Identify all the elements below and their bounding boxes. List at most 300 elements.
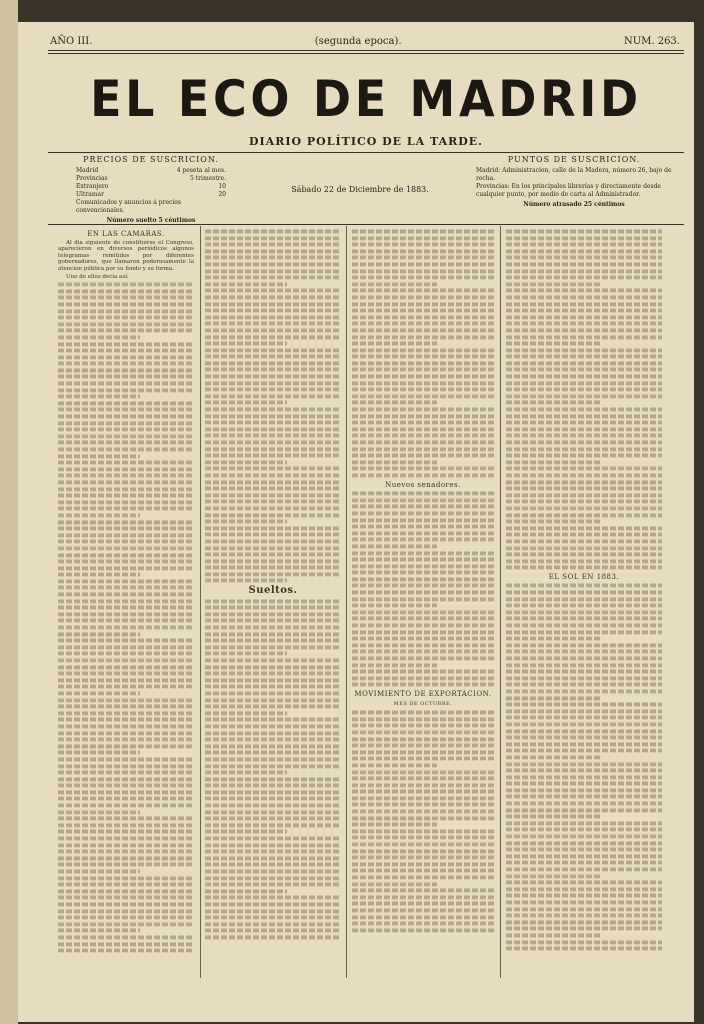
text-line bbox=[506, 716, 662, 720]
text-line bbox=[58, 441, 194, 445]
text-line bbox=[506, 874, 600, 878]
masthead-subtitle: DIARIO POLÍTICO DE LA TARDE. bbox=[248, 135, 483, 148]
text-line bbox=[205, 658, 341, 662]
text-line bbox=[58, 342, 194, 346]
text-line bbox=[352, 505, 494, 509]
text-line bbox=[205, 632, 341, 636]
text-line bbox=[205, 579, 287, 583]
text-line bbox=[506, 342, 600, 346]
text-line bbox=[205, 493, 341, 497]
text-line bbox=[352, 335, 494, 339]
text-line bbox=[352, 236, 494, 240]
text-line bbox=[58, 408, 194, 412]
text-line bbox=[506, 526, 662, 530]
text-line bbox=[352, 577, 494, 581]
text-line bbox=[205, 282, 287, 286]
text-line bbox=[352, 630, 494, 634]
text-line bbox=[205, 764, 341, 768]
text-line bbox=[205, 454, 341, 458]
text-line bbox=[506, 650, 662, 654]
text-line bbox=[352, 394, 494, 398]
text-line bbox=[205, 790, 341, 794]
text-line bbox=[352, 889, 494, 893]
text-line bbox=[58, 731, 194, 735]
text-line bbox=[58, 415, 194, 419]
text-line bbox=[58, 678, 194, 682]
text-line bbox=[58, 823, 194, 827]
text-line bbox=[205, 381, 341, 385]
text-line bbox=[58, 724, 194, 728]
text-line bbox=[58, 606, 194, 610]
text-line bbox=[205, 863, 341, 867]
text-line bbox=[352, 783, 494, 787]
text-line bbox=[58, 593, 194, 597]
text-line bbox=[506, 513, 662, 517]
text-line bbox=[352, 355, 494, 359]
text-line bbox=[352, 498, 494, 502]
issue-number: NUM. 263. bbox=[623, 35, 680, 47]
text-line bbox=[506, 775, 662, 779]
text-line bbox=[506, 867, 662, 871]
section-heading-sueltos: Sueltos. bbox=[248, 585, 298, 597]
text-line bbox=[352, 922, 494, 926]
text-line bbox=[58, 507, 194, 511]
text-line bbox=[506, 656, 662, 660]
text-line bbox=[58, 777, 194, 781]
text-line bbox=[205, 355, 341, 359]
text-line bbox=[58, 322, 194, 326]
text-line bbox=[352, 591, 494, 595]
text-line bbox=[352, 810, 494, 814]
text-line bbox=[506, 229, 662, 233]
text-line bbox=[205, 817, 341, 821]
text-line bbox=[205, 506, 341, 510]
issue-date: Sábado 22 de Diciembre de 1883. bbox=[291, 185, 429, 194]
points-madrid: Madrid: Administracion, calle de la Madera, número 26, bajo de recha. bbox=[476, 167, 672, 182]
text-line bbox=[506, 920, 662, 924]
text-line bbox=[352, 269, 494, 273]
text-line bbox=[205, 691, 341, 695]
text-line bbox=[58, 316, 194, 320]
text-line bbox=[506, 361, 662, 365]
text-line bbox=[352, 744, 494, 748]
text-line bbox=[205, 315, 341, 319]
text-line bbox=[205, 804, 341, 808]
text-line bbox=[506, 755, 600, 759]
text-line bbox=[58, 645, 194, 649]
text-line bbox=[352, 538, 494, 542]
text-line bbox=[58, 586, 194, 590]
text-line bbox=[352, 829, 494, 833]
text-line bbox=[506, 414, 662, 418]
year-label: AÑO III. bbox=[50, 35, 93, 47]
text-line bbox=[506, 709, 662, 713]
text-line bbox=[58, 434, 194, 438]
price-row: Provincias 5 trimestre. bbox=[76, 175, 226, 182]
text-line bbox=[506, 473, 662, 477]
text-line bbox=[205, 922, 341, 926]
text-line bbox=[205, 546, 341, 550]
text-line bbox=[205, 612, 341, 616]
text-line bbox=[205, 500, 341, 504]
text-line bbox=[58, 764, 194, 768]
text-line bbox=[205, 566, 341, 570]
text-line bbox=[506, 854, 662, 858]
text-line bbox=[506, 676, 662, 680]
text-line bbox=[58, 296, 194, 300]
text-line bbox=[205, 698, 341, 702]
text-line bbox=[352, 816, 494, 820]
text-line bbox=[506, 762, 662, 766]
text-line bbox=[205, 553, 341, 557]
text-line bbox=[58, 922, 194, 926]
text-line bbox=[352, 492, 494, 496]
text-line bbox=[205, 645, 341, 649]
text-line bbox=[352, 656, 494, 660]
text-line bbox=[205, 711, 287, 715]
text-line bbox=[506, 907, 662, 911]
text-line bbox=[205, 619, 341, 623]
text-line bbox=[205, 539, 341, 543]
text-line bbox=[205, 421, 341, 425]
text-line bbox=[352, 401, 437, 405]
text-line bbox=[352, 862, 494, 866]
column-2 bbox=[205, 228, 341, 976]
text-line bbox=[205, 902, 341, 906]
text-line bbox=[58, 467, 194, 471]
text-line bbox=[352, 757, 494, 761]
text-line bbox=[352, 289, 494, 293]
text-line bbox=[352, 315, 494, 319]
text-line bbox=[352, 361, 494, 365]
text-line bbox=[352, 249, 494, 253]
text-line bbox=[205, 823, 341, 827]
text-line bbox=[205, 665, 341, 669]
text-line bbox=[506, 401, 600, 405]
text-line bbox=[352, 322, 494, 326]
text-line bbox=[58, 566, 194, 570]
text-line bbox=[205, 473, 341, 477]
text-line bbox=[205, 361, 341, 365]
text-line bbox=[506, 835, 662, 839]
column-1 bbox=[58, 228, 194, 976]
text-line bbox=[58, 883, 194, 887]
text-line bbox=[506, 591, 662, 595]
text-line bbox=[352, 544, 437, 548]
text-line bbox=[58, 599, 194, 603]
text-line bbox=[58, 329, 194, 333]
text-line bbox=[506, 335, 662, 339]
text-line bbox=[352, 610, 494, 614]
text-line bbox=[506, 553, 662, 557]
text-line bbox=[205, 883, 341, 887]
text-line bbox=[506, 802, 662, 806]
text-line bbox=[58, 309, 194, 313]
text-line bbox=[58, 916, 194, 920]
text-line bbox=[506, 848, 662, 852]
text-line bbox=[506, 742, 662, 746]
text-line bbox=[205, 639, 341, 643]
text-line bbox=[506, 388, 662, 392]
text-line bbox=[352, 724, 494, 728]
text-line bbox=[58, 368, 194, 372]
text-line bbox=[205, 672, 341, 676]
text-line bbox=[506, 348, 662, 352]
text-line bbox=[506, 427, 662, 431]
text-line bbox=[506, 302, 662, 306]
text-line bbox=[352, 434, 494, 438]
text-line bbox=[205, 744, 341, 748]
text-line bbox=[506, 841, 662, 845]
text-line bbox=[506, 408, 662, 412]
subscription-heading: PRECIOS DE SUSCRICION. bbox=[83, 156, 219, 164]
text-line bbox=[205, 434, 341, 438]
text-line bbox=[352, 447, 494, 451]
text-line bbox=[506, 861, 662, 865]
text-line bbox=[205, 929, 341, 933]
text-line bbox=[506, 881, 662, 885]
text-line bbox=[506, 940, 662, 944]
text-line bbox=[352, 882, 437, 886]
text-line bbox=[506, 696, 600, 700]
text-line bbox=[352, 309, 494, 313]
text-line bbox=[352, 683, 494, 687]
text-line bbox=[506, 533, 662, 537]
text-line bbox=[205, 269, 341, 273]
text-line bbox=[205, 797, 341, 801]
text-line bbox=[352, 243, 494, 247]
text-line bbox=[506, 703, 662, 707]
text-line bbox=[506, 394, 662, 398]
section-heading: EN LAS CAMARAS. bbox=[87, 230, 165, 238]
header-top-row bbox=[50, 35, 680, 47]
text-line bbox=[205, 757, 341, 761]
article-paragraph: Al dia siguiente de constituirse el Congreso, aparecieron en diversos periódicos algunos telegramas remitidos por diferentes gobernadores, que llamaron poderosamente la atencion pública por su fondo y su forma. bbox=[58, 239, 194, 272]
text-line bbox=[58, 560, 194, 564]
text-line bbox=[58, 302, 194, 306]
text-line bbox=[58, 698, 194, 702]
subscription-note: Comunicados y anuncios á precios convencionales. bbox=[76, 199, 181, 214]
text-line bbox=[58, 626, 194, 630]
text-line bbox=[352, 849, 494, 853]
text-line bbox=[506, 269, 662, 273]
text-line bbox=[506, 559, 662, 563]
text-line bbox=[58, 850, 194, 854]
section-heading-export: MOVIMIENTO DE EXPORTACION. bbox=[354, 689, 492, 698]
text-line bbox=[58, 487, 194, 491]
text-line bbox=[58, 533, 194, 537]
text-line bbox=[205, 599, 341, 603]
text-line bbox=[58, 691, 140, 695]
text-line bbox=[58, 935, 194, 939]
text-line bbox=[506, 597, 662, 601]
text-line bbox=[58, 685, 194, 689]
article-text-block bbox=[352, 228, 494, 479]
text-line bbox=[58, 744, 194, 748]
text-line bbox=[352, 663, 437, 667]
text-line bbox=[205, 810, 341, 814]
text-line bbox=[352, 823, 437, 827]
price-row: Extranjero 10 bbox=[76, 183, 226, 190]
section-heading-senators: Nuevos senadores. bbox=[385, 480, 461, 489]
text-line bbox=[352, 928, 494, 932]
text-line bbox=[506, 815, 600, 819]
text-line bbox=[205, 401, 287, 405]
text-line bbox=[58, 388, 194, 392]
text-line bbox=[58, 665, 194, 669]
text-line bbox=[506, 328, 662, 332]
text-line bbox=[352, 597, 494, 601]
header-rule-top-2 bbox=[48, 53, 684, 54]
text-line bbox=[506, 546, 662, 550]
text-line bbox=[506, 500, 662, 504]
text-line bbox=[352, 856, 494, 860]
text-line bbox=[205, 487, 341, 491]
text-line bbox=[506, 262, 662, 266]
text-line bbox=[58, 395, 140, 399]
text-line bbox=[506, 421, 662, 425]
text-line bbox=[352, 915, 494, 919]
text-line bbox=[58, 738, 194, 742]
text-line bbox=[205, 302, 341, 306]
text-line bbox=[58, 705, 194, 709]
text-line bbox=[58, 349, 194, 353]
text-line bbox=[205, 889, 287, 893]
text-line bbox=[506, 749, 662, 753]
text-line bbox=[205, 348, 341, 352]
text-line bbox=[58, 718, 194, 722]
text-line bbox=[352, 770, 494, 774]
text-line bbox=[205, 751, 341, 755]
text-line bbox=[205, 467, 341, 471]
text-line bbox=[58, 421, 194, 425]
text-line bbox=[506, 610, 662, 614]
text-line bbox=[205, 262, 341, 266]
text-line bbox=[506, 894, 662, 898]
text-line bbox=[352, 348, 494, 352]
text-line bbox=[205, 394, 341, 398]
text-line bbox=[205, 328, 341, 332]
text-line bbox=[205, 236, 341, 240]
text-line bbox=[506, 480, 662, 484]
text-line bbox=[205, 408, 341, 412]
header-rule-top bbox=[48, 50, 684, 51]
text-line bbox=[506, 630, 662, 634]
text-line bbox=[506, 808, 662, 812]
text-line bbox=[352, 375, 494, 379]
article-text-block bbox=[506, 582, 662, 951]
text-line bbox=[58, 672, 194, 676]
text-line bbox=[205, 843, 341, 847]
text-line bbox=[58, 454, 140, 458]
text-line bbox=[205, 256, 341, 260]
text-line bbox=[352, 388, 494, 392]
header-rule-bottom bbox=[48, 152, 684, 153]
text-line bbox=[506, 375, 662, 379]
text-line bbox=[506, 368, 662, 372]
text-line bbox=[352, 617, 494, 621]
text-line bbox=[205, 322, 341, 326]
text-line bbox=[352, 302, 494, 306]
article-text-block bbox=[205, 228, 341, 584]
text-line bbox=[205, 388, 341, 392]
text-line bbox=[506, 584, 662, 588]
text-line bbox=[205, 738, 341, 742]
text-line bbox=[58, 494, 194, 498]
text-line bbox=[352, 908, 494, 912]
text-line bbox=[205, 533, 341, 537]
text-line bbox=[352, 796, 494, 800]
text-line bbox=[205, 777, 341, 781]
text-line bbox=[58, 856, 194, 860]
text-line bbox=[506, 276, 662, 280]
text-line bbox=[205, 427, 341, 431]
text-line bbox=[506, 887, 662, 891]
text-line bbox=[352, 368, 494, 372]
text-line bbox=[506, 683, 662, 687]
text-line bbox=[205, 375, 341, 379]
text-line bbox=[58, 480, 194, 484]
text-line bbox=[506, 381, 662, 385]
text-line bbox=[506, 440, 662, 444]
text-line bbox=[205, 784, 341, 788]
text-line bbox=[205, 520, 287, 524]
text-line bbox=[58, 375, 194, 379]
text-line bbox=[205, 229, 341, 233]
text-line bbox=[58, 711, 194, 715]
text-line bbox=[58, 804, 194, 808]
text-line bbox=[352, 414, 494, 418]
text-line bbox=[506, 467, 662, 471]
text-line bbox=[205, 276, 341, 280]
text-line bbox=[58, 843, 194, 847]
subscription-prices-box bbox=[76, 156, 226, 222]
text-line bbox=[58, 283, 194, 287]
text-line bbox=[506, 434, 662, 438]
text-line bbox=[352, 558, 494, 562]
text-line bbox=[205, 685, 341, 689]
text-line bbox=[506, 914, 662, 918]
text-line bbox=[352, 777, 494, 781]
text-line bbox=[506, 788, 662, 792]
text-line bbox=[205, 705, 341, 709]
text-line bbox=[205, 606, 341, 610]
text-line bbox=[506, 900, 662, 904]
text-line bbox=[205, 678, 341, 682]
text-line bbox=[352, 328, 494, 332]
text-line bbox=[506, 506, 662, 510]
text-line bbox=[58, 362, 194, 366]
text-line bbox=[58, 797, 194, 801]
text-line bbox=[58, 513, 140, 517]
text-line bbox=[205, 342, 287, 346]
text-line bbox=[506, 322, 662, 326]
text-line bbox=[58, 579, 194, 583]
text-line bbox=[506, 249, 662, 253]
text-line bbox=[58, 520, 194, 524]
text-line bbox=[205, 626, 341, 630]
text-line bbox=[205, 869, 341, 873]
price-row: Ultramar 20 bbox=[76, 191, 226, 198]
text-line bbox=[506, 782, 662, 786]
text-line bbox=[205, 513, 341, 517]
text-line bbox=[352, 276, 494, 280]
text-line bbox=[58, 527, 194, 531]
text-line bbox=[205, 572, 341, 576]
text-line bbox=[352, 670, 494, 674]
text-line bbox=[58, 540, 194, 544]
text-line bbox=[352, 427, 494, 431]
